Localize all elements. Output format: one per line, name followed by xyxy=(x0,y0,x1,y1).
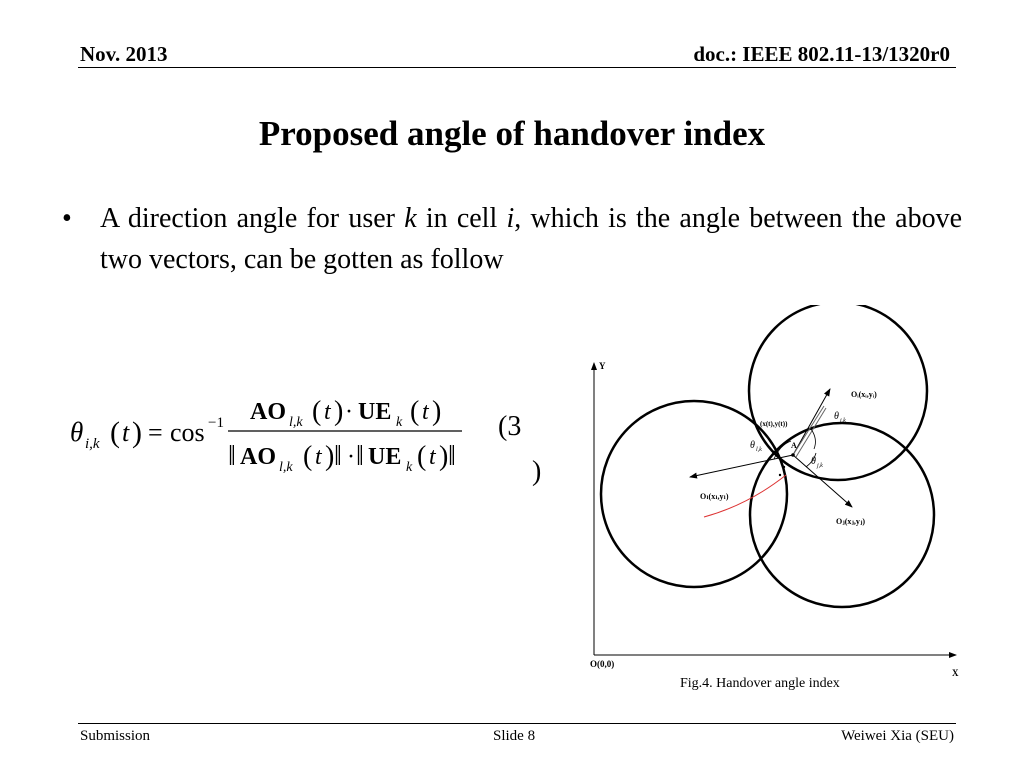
eq-den-norm3: ‖ xyxy=(356,441,364,472)
eq-den-lparen2: ( xyxy=(417,441,427,472)
eq-den-rparen2: ) xyxy=(439,441,449,472)
eq-den-norm4: ‖ xyxy=(448,441,456,472)
bullet-text-part-1: A direction angle for user xyxy=(100,203,405,234)
vector-to-cell-l xyxy=(690,455,793,477)
equation-number-close: ) xyxy=(532,456,542,487)
bullet-text-part-2: in cell xyxy=(416,203,507,234)
eq-num-lparen1: ( xyxy=(312,396,322,427)
theta-jk-sub: j,k xyxy=(817,463,823,469)
theta-lk-label: θ xyxy=(750,440,755,451)
center-i-label: Oᵢ(xᵢ,yᵢ) xyxy=(851,390,877,399)
vector-to-cell-i xyxy=(793,389,830,455)
cell-j-circle xyxy=(750,423,934,607)
eq-num-UE-sub: k xyxy=(396,415,403,430)
theta-jk-label: θ xyxy=(811,456,816,467)
footer-submission: Submission xyxy=(80,728,151,744)
eq-den-UE-sub: k xyxy=(406,460,413,475)
theta-ik-label: θ xyxy=(834,411,839,422)
trajectory-dot-1 xyxy=(783,466,785,468)
eq-num-t1: t xyxy=(324,399,331,425)
header-date: Nov. 2013 xyxy=(80,42,168,66)
eq-theta: θ xyxy=(70,417,84,447)
handover-figure xyxy=(588,305,978,680)
bullet-var-k: k xyxy=(404,203,417,234)
eq-lparen: ( xyxy=(110,416,120,449)
eq-cos: cos xyxy=(170,418,205,447)
bullet-text-part-3: , which is the angle between the above two vectors, can be gotten as follow xyxy=(100,203,962,275)
trajectory-dot-2 xyxy=(779,474,781,476)
eq-num-UE: UE xyxy=(358,399,392,425)
footer-author: Weiwei Xia (SEU) xyxy=(841,728,954,744)
x-axis-label: X xyxy=(952,668,959,678)
figure-caption: Fig.4. Handover angle index xyxy=(680,676,840,691)
user-position-label: (x(t),y(t)) xyxy=(760,420,788,428)
handover-angle-equation xyxy=(60,385,480,485)
slide-title: Proposed angle of handover index xyxy=(258,114,766,153)
eq-den-lparen1: ( xyxy=(303,441,313,472)
bullet-text xyxy=(100,198,962,280)
header-doc-id: doc.: IEEE 802.11-13/1320r0 xyxy=(693,42,950,66)
footer-rule xyxy=(78,723,956,724)
eq-den-t2: t xyxy=(429,444,436,470)
cell-i-circle xyxy=(749,305,927,480)
eq-theta-sub: i,k xyxy=(85,436,100,452)
user-direction-vector xyxy=(793,406,824,455)
bullet-var-i: i xyxy=(506,203,515,234)
theta-ik-sub: i,k xyxy=(840,418,846,424)
eq-num-t2: t xyxy=(422,399,429,425)
eq-den-rparen1: ) xyxy=(325,441,335,472)
theta-lk-sub: l,k xyxy=(756,447,762,453)
bullet-marker: • xyxy=(62,203,72,234)
header-rule xyxy=(78,67,956,68)
y-axis-label: Y xyxy=(599,361,606,371)
origin-label: O(0,0) xyxy=(590,659,615,669)
footer-slide-number: Slide 8 xyxy=(493,728,536,744)
eq-num-rparen1: ) xyxy=(334,396,344,427)
eq-den-UE: UE xyxy=(368,444,402,470)
eq-den-AO-sub: l,k xyxy=(279,460,293,475)
point-A-label: A xyxy=(791,441,797,450)
eq-den-norm1: ‖ xyxy=(228,441,236,472)
eq-den-AO: AO xyxy=(240,444,276,470)
point-A xyxy=(791,453,795,457)
center-l-label: Oₗ(xₗ,yₗ) xyxy=(700,492,729,501)
eq-num-AO: AO xyxy=(250,399,286,425)
eq-num-rparen2: ) xyxy=(432,396,442,427)
eq-den-dot: · xyxy=(347,444,355,470)
eq-den-norm2: ‖ xyxy=(334,441,342,472)
eq-cos-sup: −1 xyxy=(208,415,224,431)
eq-t: t xyxy=(122,418,130,447)
eq-den-t1: t xyxy=(315,444,322,470)
center-j-label: Oⱼ(xⱼ,yⱼ) xyxy=(836,517,866,526)
equation-number: (3 xyxy=(498,411,522,442)
eq-rparen: ) xyxy=(132,416,142,449)
eq-num-dot: · xyxy=(345,399,353,425)
eq-equals: = xyxy=(148,418,163,447)
eq-num-AO-sub: l,k xyxy=(289,415,303,430)
eq-num-lparen2: ( xyxy=(410,396,420,427)
